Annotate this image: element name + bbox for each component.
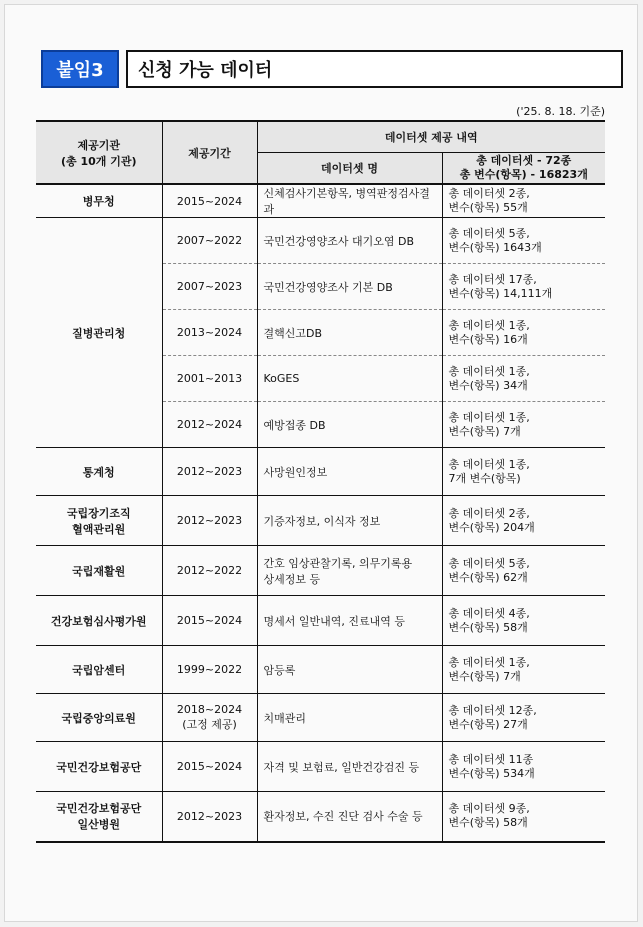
header-provider: 제공기관 (총 10개 기관) xyxy=(36,121,162,184)
dataset-name-cell: 간호 임상관찰기록, 의무기록용 상세정보 등 xyxy=(257,546,442,596)
dataset-name-cell: 사망원인정보 xyxy=(257,448,442,496)
table-row xyxy=(36,646,605,694)
dataset-name-cell: 국민건강영양조사 기본 DB xyxy=(257,264,442,310)
period-cell: 2012~2022 xyxy=(162,546,257,596)
table-body xyxy=(36,184,605,842)
table-row xyxy=(36,694,605,742)
provider-cell: 국립중앙의료원 xyxy=(36,694,162,742)
dataset-name-cell: 예방접종 DB xyxy=(257,402,442,448)
dataset-name-cell: 명세서 일반내역, 진료내역 등 xyxy=(257,596,442,646)
provider-cell: 질병관리청 xyxy=(36,218,162,448)
attachment-badge: 붙임3 xyxy=(41,50,119,88)
header-dataset-name: 데이터셋 명 xyxy=(257,153,442,185)
dataset-name-cell: KoGES xyxy=(257,356,442,402)
count-cell: 총 데이터셋 1종, 변수(항목) 7개 xyxy=(442,646,605,694)
provider-cell: 국립재활원 xyxy=(36,546,162,596)
dataset-name-cell: 자격 및 보험료, 일반건강검진 등 xyxy=(257,742,442,792)
header-dataset-group: 데이터셋 제공 내역 xyxy=(257,121,605,153)
period-cell: 2007~2023 xyxy=(162,264,257,310)
period-cell: 2012~2023 xyxy=(162,496,257,546)
count-cell: 총 데이터셋 17종, 변수(항목) 14,111개 xyxy=(442,264,605,310)
dataset-table xyxy=(36,120,605,843)
table-row xyxy=(36,496,605,546)
table-row xyxy=(36,546,605,596)
count-cell: 총 데이터셋 4종, 변수(항목) 58개 xyxy=(442,596,605,646)
period-cell: 2015~2024 xyxy=(162,596,257,646)
table-row xyxy=(36,742,605,792)
table-row xyxy=(36,218,605,264)
period-cell: 2001~2013 xyxy=(162,356,257,402)
count-cell: 총 데이터셋 2종, 변수(항목) 204개 xyxy=(442,496,605,546)
provider-cell: 국립암센터 xyxy=(36,646,162,694)
period-cell: 2012~2024 xyxy=(162,402,257,448)
title-bar xyxy=(41,50,611,88)
period-cell: 2013~2024 xyxy=(162,310,257,356)
period-cell: 2012~2023 xyxy=(162,448,257,496)
period-cell: 2007~2022 xyxy=(162,218,257,264)
header-period: 제공기간 xyxy=(162,121,257,184)
header-totals: 총 데이터셋 - 72종 총 변수(항목) - 16823개 xyxy=(442,153,605,185)
dataset-name-cell: 환자정보, 수진 진단 검사 수술 등 xyxy=(257,792,442,842)
dataset-name-cell: 결핵신고DB xyxy=(257,310,442,356)
count-cell: 총 데이터셋 1종, 변수(항목) 34개 xyxy=(442,356,605,402)
table-row xyxy=(36,184,605,218)
dataset-name-cell: 신체검사기본항목, 병역판정검사결과 xyxy=(257,184,442,218)
count-cell: 총 데이터셋 1종, 변수(항목) 16개 xyxy=(442,310,605,356)
period-cell: 2018~2024 (고정 제공) xyxy=(162,694,257,742)
table-row xyxy=(36,448,605,496)
provider-cell: 통계청 xyxy=(36,448,162,496)
count-cell: 총 데이터셋 2종, 변수(항목) 55개 xyxy=(442,184,605,218)
count-cell: 총 데이터셋 5종, 변수(항목) 1643개 xyxy=(442,218,605,264)
period-cell: 1999~2022 xyxy=(162,646,257,694)
period-cell: 2015~2024 xyxy=(162,742,257,792)
provider-cell: 병무청 xyxy=(36,184,162,218)
dataset-name-cell: 국민건강영양조사 대기오염 DB xyxy=(257,218,442,264)
table-row xyxy=(36,792,605,842)
count-cell: 총 데이터셋 1종, 변수(항목) 7개 xyxy=(442,402,605,448)
period-cell: 2015~2024 xyxy=(162,184,257,218)
provider-cell: 국립장기조직 혈액관리원 xyxy=(36,496,162,546)
date-note: ('25. 8. 18. 기준) xyxy=(516,105,605,118)
count-cell: 총 데이터셋 5종, 변수(항목) 62개 xyxy=(442,546,605,596)
table-row xyxy=(36,596,605,646)
provider-cell: 국민건강보험공단 xyxy=(36,742,162,792)
count-cell: 총 데이터셋 9종, 변수(항목) 58개 xyxy=(442,792,605,842)
count-cell: 총 데이터셋 1종, 7개 변수(항목) xyxy=(442,448,605,496)
count-cell: 총 데이터셋 11종 변수(항목) 534개 xyxy=(442,742,605,792)
period-cell: 2012~2023 xyxy=(162,792,257,842)
dataset-name-cell: 기증자정보, 이식자 정보 xyxy=(257,496,442,546)
count-cell: 총 데이터셋 12종, 변수(항목) 27개 xyxy=(442,694,605,742)
dataset-name-cell: 암등록 xyxy=(257,646,442,694)
dataset-name-cell: 치매관리 xyxy=(257,694,442,742)
page-title: 신청 가능 데이터 xyxy=(126,50,623,88)
provider-cell: 국민건강보험공단 일산병원 xyxy=(36,792,162,842)
provider-cell: 건강보험심사평가원 xyxy=(36,596,162,646)
